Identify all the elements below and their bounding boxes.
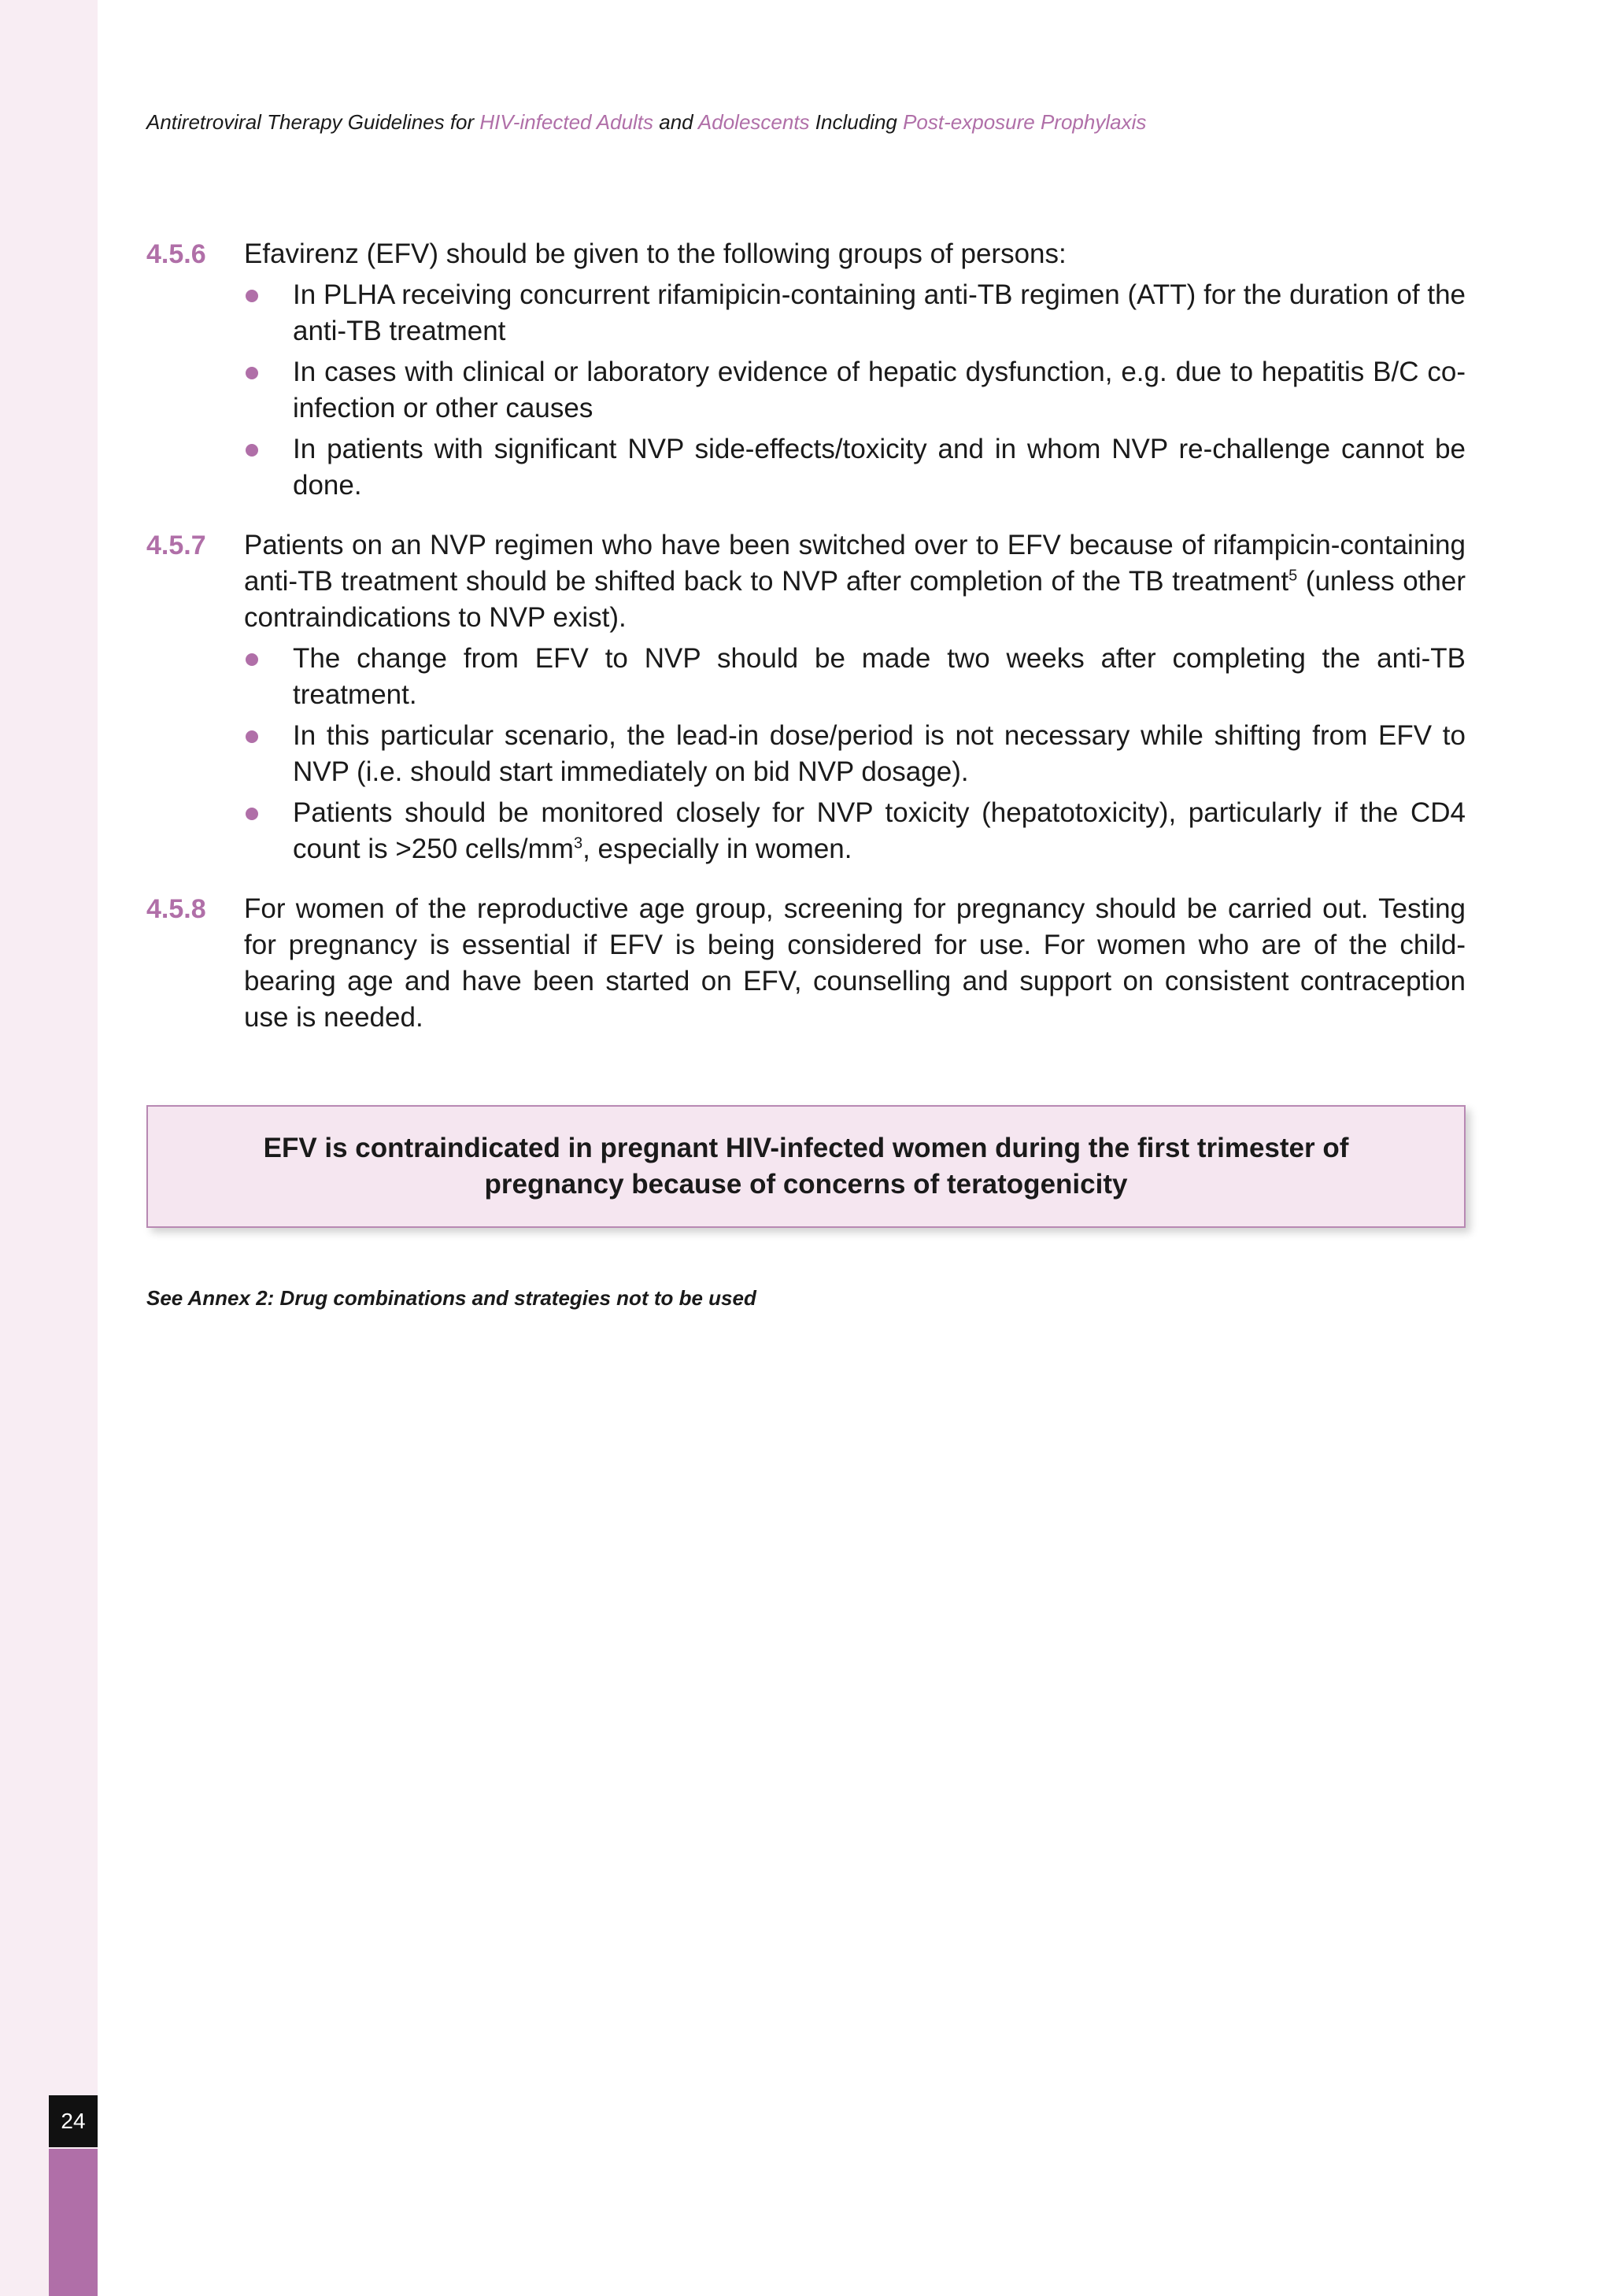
running-head-accent: Post-exposure Prophylaxis: [903, 110, 1147, 134]
section-number: 4.5.8: [146, 894, 206, 924]
callout-text: EFV is contraindicated in pregnant HIV-infected women during the first trimester of pregnancy because of concerns of teratogenicity: [263, 1133, 1349, 1200]
bullet-item: [244, 718, 1466, 790]
bullet-dot-icon: [246, 290, 258, 302]
bullet-text: The change from EFV to NVP should be made two weeks after completing the anti-TB treatment.: [293, 643, 1466, 710]
running-head-part: Including: [809, 110, 904, 134]
main-content: [146, 236, 1466, 1059]
bullet-text: In cases with clinical or laboratory evidence of hepatic dysfunction, e.g. due to hepatitis B/C co-infection or other causes: [293, 357, 1466, 423]
bullet-text: In this particular scenario, the lead-in dose/period is not necessary while shifting from EFV to NVP (i.e. should start immediately on bid NVP dosage).: [293, 720, 1466, 787]
section-text-part: (unless other contraindications to NVP exist).: [244, 566, 1466, 633]
running-head: [146, 110, 1484, 135]
superscript: 3: [573, 834, 583, 852]
running-head-accent: Adolescents: [697, 110, 810, 134]
bullet-dot-icon: [246, 653, 258, 666]
bullet-item: [244, 277, 1466, 349]
annex-note: See Annex 2: Drug combinations and strategies not to be used: [146, 1286, 756, 1310]
running-head-accent: HIV-infected Adults: [479, 110, 654, 134]
side-accent-bar: [49, 2149, 98, 2296]
section-text-part: Patients on an NVP regimen who have been switched over to EFV because of rifampicin-containing anti-TB treatment should be shifted back to NVP after completion of the TB treatment: [244, 530, 1466, 597]
running-head-part: and: [653, 110, 698, 134]
page-number: 24: [49, 2095, 98, 2147]
running-head-part: Antiretroviral Therapy Guidelines for: [146, 110, 480, 134]
bullet-text: Patients should be monitored closely for NVP toxicity (hepatotoxicity), particularly if the CD4 count is >250 cells/mm: [293, 797, 1466, 864]
bullet-dot-icon: [246, 808, 258, 820]
bullet-text: , especially in women.: [582, 834, 852, 864]
section-4-5-8: [146, 891, 1466, 1036]
bullet-text: In PLHA receiving concurrent rifamipicin-containing anti-TB regimen (ATT) for the duration of the anti-TB treatment: [293, 279, 1466, 346]
bullet-list: [244, 277, 1466, 504]
bullet-item: [244, 431, 1466, 504]
bullet-item: [244, 641, 1466, 713]
section-number: 4.5.6: [146, 239, 206, 269]
bullet-dot-icon: [246, 730, 258, 743]
bullet-dot-icon: [246, 367, 258, 379]
section-4-5-6: [146, 236, 1466, 504]
bullet-dot-icon: [246, 444, 258, 457]
bullet-item: [244, 795, 1466, 867]
bullet-list: [244, 641, 1466, 867]
bullet-item: [244, 354, 1466, 427]
footnote-ref: 5: [1288, 567, 1298, 585]
callout-box: [146, 1105, 1466, 1228]
section-text: Efavirenz (EFV) should be given to the following groups of persons:: [244, 238, 1067, 269]
bullet-text: In patients with significant NVP side-effects/toxicity and in whom NVP re-challenge cannot be done.: [293, 434, 1466, 501]
section-number: 4.5.7: [146, 531, 206, 560]
section-text: For women of the reproductive age group, screening for pregnancy should be carried out. Testing for pregnancy is essential if EFV is being considered for use. For women who are of the child-bearing age and have been started on EFV, counselling and support on consistent contraception use is needed.: [244, 893, 1466, 1033]
section-4-5-7: [146, 527, 1466, 867]
side-strip: [0, 0, 98, 2296]
section-text: [244, 527, 1466, 636]
